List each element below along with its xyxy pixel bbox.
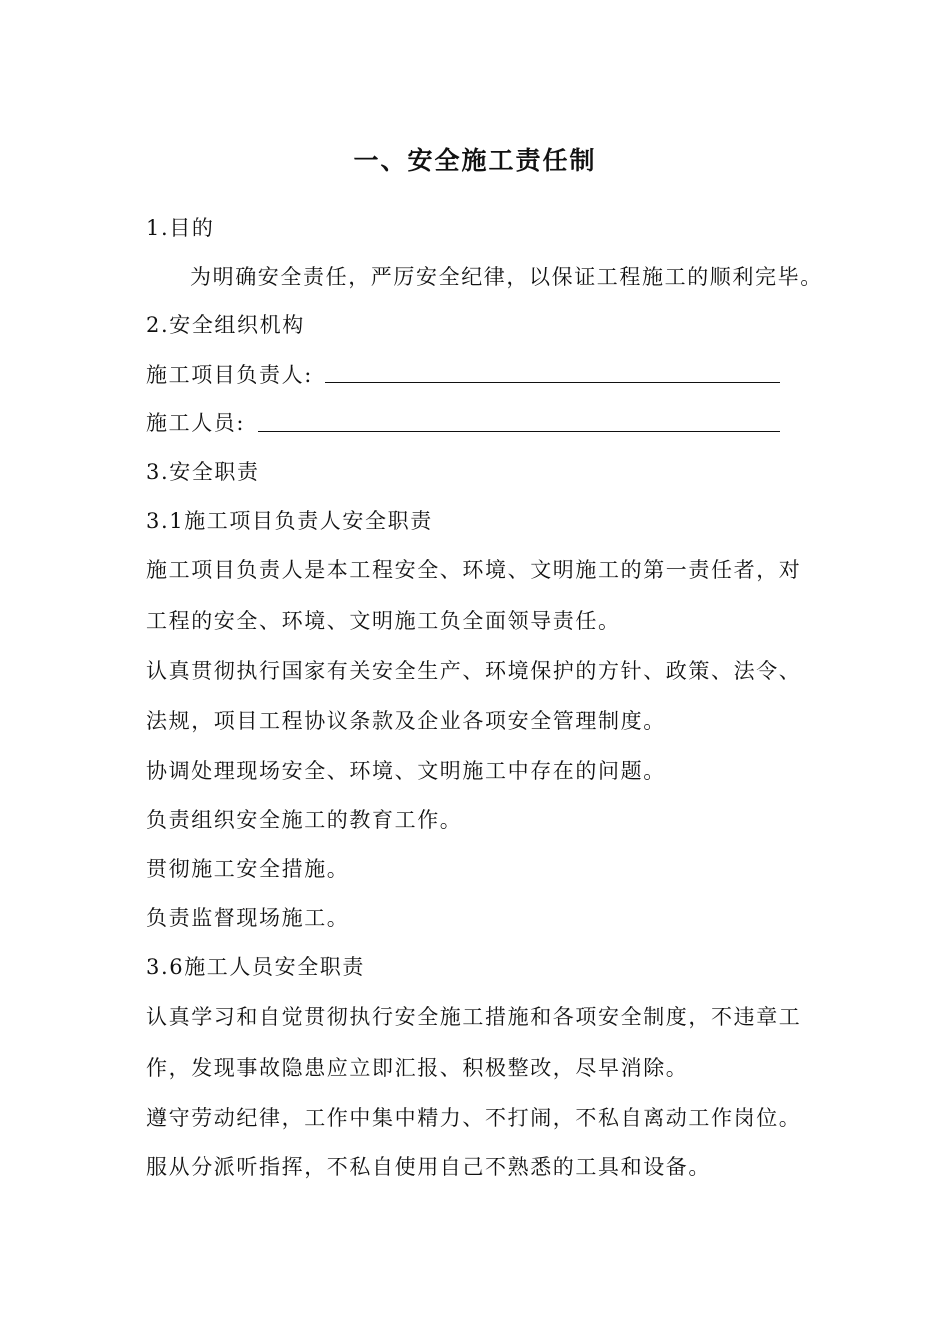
- staff-field-label: 施工人员:: [146, 411, 246, 435]
- staff-blank-line[interactable]: [258, 431, 780, 432]
- document-title: 一、安全施工责任制: [353, 146, 597, 175]
- manager-paragraph-4: 负责组织安全施工的教育工作。: [146, 808, 463, 832]
- manager-blank-line[interactable]: [325, 382, 780, 383]
- staff-paragraph-2: 遵守劳动纪律，工作中集中精力、不打闹，不私自离动工作岗位。: [146, 1106, 802, 1130]
- manager-paragraph-2-line-2: 法规，项目工程协议条款及企业各项安全管理制度。: [146, 709, 666, 733]
- duties-heading: 3.安全职责: [146, 460, 260, 484]
- purpose-heading: 1.目的: [146, 216, 215, 240]
- manager-paragraph-1-line-1: 施工项目负责人是本工程安全、环境、文明施工的第一责任者，对: [146, 558, 802, 582]
- manager-field-label: 施工项目负责人:: [146, 363, 313, 387]
- manager-duties-heading: 3.1施工项目负责人安全职责: [146, 509, 433, 533]
- staff-paragraph-3: 服从分派听指挥，不私自使用自己不熟悉的工具和设备。: [146, 1155, 711, 1179]
- purpose-text: 为明确安全责任，严厉安全纪律，以保证工程施工的顺利完毕。: [190, 265, 823, 289]
- manager-paragraph-3: 协调处理现场安全、环境、文明施工中存在的问题。: [146, 759, 666, 783]
- manager-paragraph-2-line-1: 认真贯彻执行国家有关安全生产、环境保护的方针、政策、法令、: [146, 659, 802, 683]
- manager-paragraph-5: 贯彻施工安全措施。: [146, 857, 350, 881]
- staff-duties-heading: 3.6施工人员安全职责: [146, 955, 365, 979]
- staff-paragraph-1-line-1: 认真学习和自觉贯彻执行安全施工措施和各项安全制度，不违章工: [146, 1005, 802, 1029]
- staff-paragraph-1-line-2: 作，发现事故隐患应立即汇报、积极整改，尽早消除。: [146, 1056, 689, 1080]
- manager-paragraph-1-line-2: 工程的安全、环境、文明施工负全面领导责任。: [146, 609, 621, 633]
- org-heading: 2.安全组织机构: [146, 313, 305, 337]
- manager-paragraph-6: 负责监督现场施工。: [146, 906, 350, 930]
